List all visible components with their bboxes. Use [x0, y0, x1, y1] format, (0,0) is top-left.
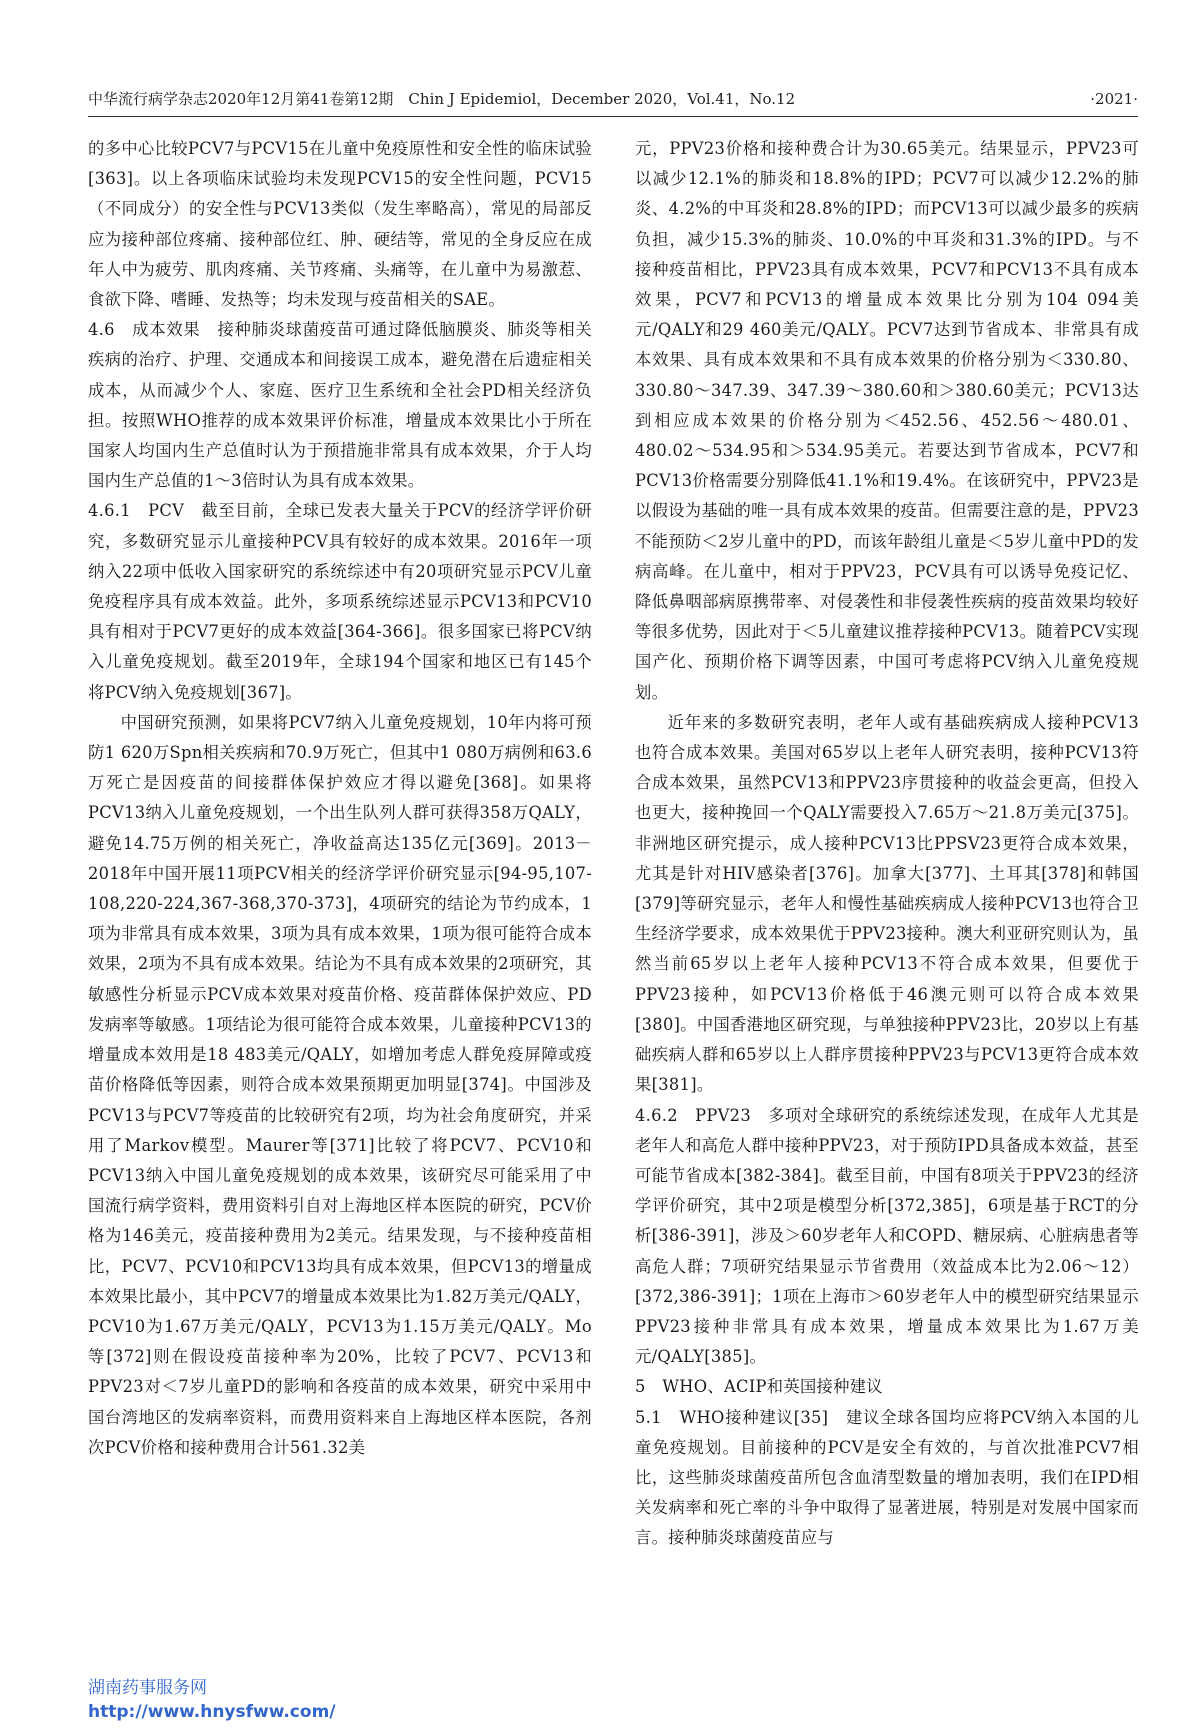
page-number: ·2021·: [1090, 90, 1138, 108]
paragraph: 中国研究预测，如果将PCV7纳入儿童免疫规划，10年内将可预防1 620万Spn相关疾病和70.9万死亡，但其中1 080万病例和63.6万死亡是因疫苗的间接群体保护效应才得以避免[368]。如果将PCV13纳入儿童免疫规划，一个出生队列人群可获得358万QALY，避免14.75万例的相关死亡，净收益高达135亿元[369]。2013－2018年中国开展11项PCV相关的经济学评价研究显示[94-95,107-108,220-224,367-368,370-373]，4项研究的结论为节约成本，1项为非常具有成本效果，3项为具有成本效果，1项为很可能符合成本效果，2项为不具有成本效果。结论为不具有成本效果的2项研究，其敏感性分析显示PCV成本效果对疫苗价格、疫苗群体保护效应、PD发病率等敏感。1项结论为很可能符合成本效果，儿童接种PCV13的增量成本效用是18 483美元/QALY，如增加考虑人群免疫屏障或疫苗价格降低等因素，则符合成本效果预期更加明显[374]。中国涉及PCV13与PCV7等疫苗的比较研究有2项，均为社会角度研究，并采用了Markov模型。Maurer等[371]比较了将PCV7、PCV10和PCV13纳入中国儿童免疫规划的成本效果，该研究尽可能采用了中国流行病学资料，费用资料引自对上海地区样本医院的研究，PCV价格为146美元，疫苗接种费用为2美元。结果发现，与不接种疫苗相比，PCV7、PCV10和PCV13均具有成本效果，但PCV13的增量成本效果比最小，其中PCV7的增量成本效果比为1.82万美元/QALY，PCV10为1.67万美元/QALY，PCV13为1.15万美元/QALY。Mo等[372]则在假设疫苗接种率为20%，比较了PCV7、PCV13和PPV23对＜7岁儿童PD的影响和各疫苗的成本效果，研究中采用中国台湾地区的发病率资料，而费用资料来自上海地区样本医院，各剂次PCV价格和接种费用合计561.32美: [88, 712, 592, 1457]
running-header: [88, 86, 1138, 112]
right-column: [635, 134, 1139, 1634]
paragraph: 4.6.1 PCV 截至目前，全球已发表大量关于PCV的经济学评价研究，多数研究显示儿童接种PCV具有较好的成本效果。2016年一项纳入22项中低收入国家研究的系统综述中有20项研究显示PCV儿童免疫程序具有成本效益。此外，多项系统综述显示PCV13和PCV10具有相对于PCV7更好的成本效益[364-366]。很多国家已将PCV纳入儿童免疫规划。截至2019年，全球194个国家和地区已有145个将PCV纳入免疫规划[367]。: [88, 501, 592, 702]
paragraph: 近年来的多数研究表明，老年人或有基础疾病成人接种PCV13也符合成本效果。美国对65岁以上老年人研究表明，接种PCV13符合成本效果，虽然PCV13和PPV23序贯接种的收益会更高，但投入也更大，接种挽回一个QALY需要投入7.65万～21.8万美元[375]。非洲地区研究提示，成人接种PCV13比PPSV23更符合成本效果，尤其是针对HIV感染者[376]。加拿大[377]、土耳其[378]和韩国[379]等研究显示，老年人和慢性基础疾病成人接种PCV13也符合卫生经济学要求，成本效果优于PPV23接种。澳大利亚研究则认为，虽然当前65岁以上老年人接种PCV13不符合成本效果，但要优于PPV23接种，如PCV13价格低于46澳元则可以符合成本效果[380]。中国香港地区研究现，与单独接种PPV23比，20岁以上有基础疾病人群和65岁以上人群序贯接种PPV23与PCV13更符合成本效果[381]。: [635, 712, 1139, 1095]
watermark-url[interactable]: http://www.hnysfww.com/: [88, 1702, 336, 1722]
left-column: [88, 134, 592, 1634]
section-heading: 5 WHO、ACIP和英国接种建议: [635, 1377, 883, 1397]
watermark-site-name: 湖南药事服务网: [88, 1678, 207, 1698]
paragraph: 4.6.2 PPV23 多项对全球研究的系统综述发现，在成年人尤其是老年人和高危人群中接种PPV23，对于预防IPD具备成本效益，甚至可能节省成本[382-384]。截至目前，中国有8项关于PPV23的经济学评价研究，其中2项是模型分析[372,385]，6项是基于RCT的分析[386-391]，涉及＞60岁老年人和COPD、糖尿病、心脏病患者等高危人群；7项研究结果显示节省费用（效益成本比为2.06～12）[372,386-391]；1项在上海市＞60岁老年人中的模型研究结果显示PPV23接种非常具有成本效果，增量成本效果比为1.67万美元/QALY[385]。: [635, 1105, 1139, 1367]
watermark: [88, 1676, 488, 1724]
paragraph: 4.6 成本效果 接种肺炎球菌疫苗可通过降低脑膜炎、肺炎等相关疾病的治疗、护理、交通成本和间接误工成本，避免潜在后遗症相关成本，从而减少个人、家庭、医疗卫生系统和全社会PD相关经济负担。按照WHO推荐的成本效果评价标准，增量成本效果比小于所在国家人均国内生产总值时认为于预措施非常具有成本效果，介于人均国内生产总值的1～3倍时认为具有成本效果。: [88, 320, 592, 491]
journal-citation: 中华流行病学杂志2020年12月第41卷第12期 Chin J Epidemiol，December 2020，Vol.41，No.12: [88, 90, 796, 108]
paragraph: 5.1 WHO接种建议[35] 建议全球各国均应将PCV纳入本国的儿童免疫规划。目前接种的PCV是安全有效的，与首次批准PCV7相比，这些肺炎球菌疫苗所包含血清型数量的增加表明，我们在IPD相关发病率和死亡率的斗争中取得了显著进展，特别是对发展中国家而言。接种肺炎球菌疫苗应与: [635, 1407, 1139, 1548]
paragraph: 的多中心比较PCV7与PCV15在儿童中免疫原性和安全性的临床试验[363]。以上各项临床试验均未发现PCV15的安全性问题，PCV15（不同成分）的安全性与PCV13类似（发生率略高），常见的局部反应为接种部位疼痛、接种部位红、肿、硬结等，常见的全身反应在成年人中为疲劳、肌肉疼痛、关节疼痛、头痛等，在儿童中为易激惹、食欲下降、嗜睡、发热等；均未发现与疫苗相关的SAE。: [88, 139, 592, 310]
header-rule: [88, 116, 1138, 117]
paragraph: 元，PPV23价格和接种费合计为30.65美元。结果显示，PPV23可以减少12.1%的肺炎和18.8%的IPD；PCV7可以减少12.2%的肺炎、4.2%的中耳炎和28.8%的IPD；而PCV13可以减少最多的疾病负担，减少15.3%的肺炎、10.0%的中耳炎和31.3%的IPD。与不接种疫苗相比，PPV23具有成本效果，PCV7和PCV13不具有成本效果，PCV7和PCV13的增量成本效果比分别为104 094美元/QALY和29 460美元/QALY。PCV7达到节省成本、非常具有成本效果、具有成本效果和不具有成本效果的价格分别为＜330.80、330.80～347.39、347.39～380.60和＞380.60美元；PCV13达到相应成本效果的价格分别为＜452.56、452.56～480.01、480.02～534.95和＞534.95美元。若要达到节省成本，PCV7和PCV13价格需要分别降低41.1%和19.4%。在该研究中，PPV23是以假设为基础的唯一具有成本效果的疫苗。但需要注意的是，PPV23不能预防＜2岁儿童中的PD，而该年龄组儿童是＜5岁儿童中PD的发病高峰。在儿童中，相对于PPV23，PCV具有可以诱导免疫记忆、降低鼻咽部病原携带率、对侵袭性和非侵袭性疾病的疫苗效果均较好等很多优势，因此对于＜5儿童建议推荐接种PCV13。随着PCV实现国产化、预期价格下调等因素，中国可考虑将PCV纳入儿童免疫规划。: [635, 139, 1139, 702]
